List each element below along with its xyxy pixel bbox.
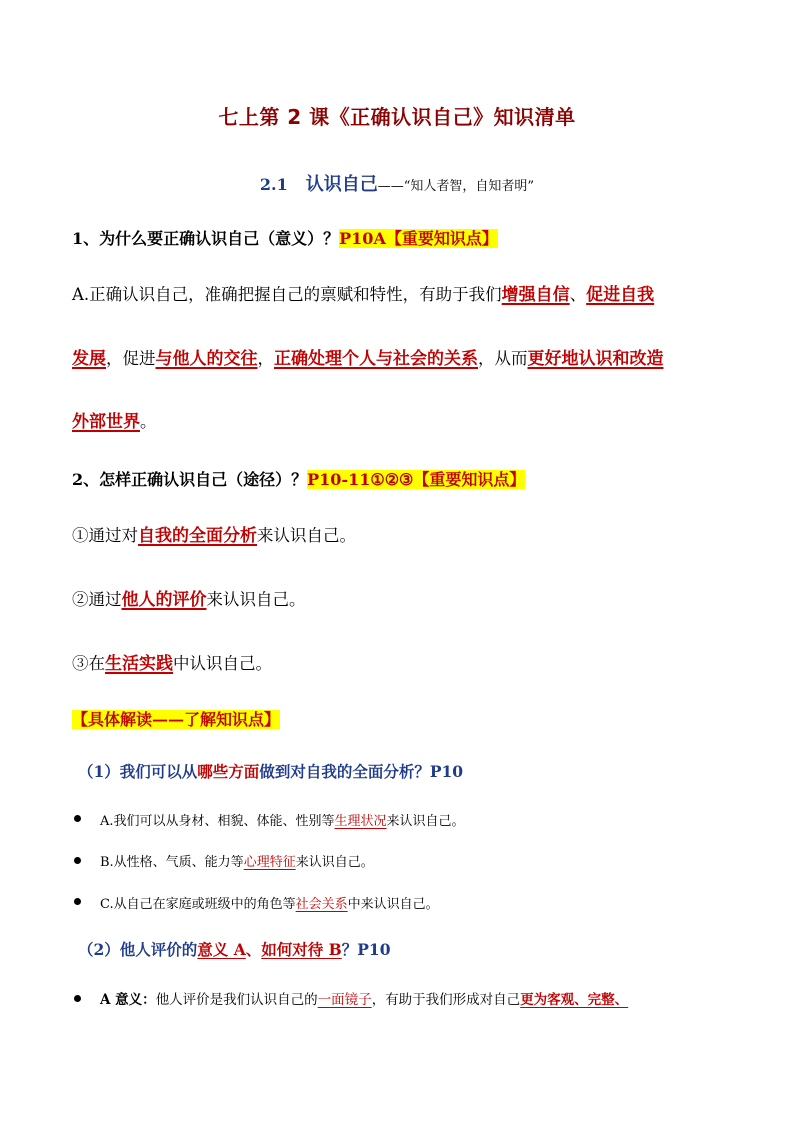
key-point: 社会关系	[295, 897, 348, 912]
item-text: 来认识自己。	[206, 590, 306, 609]
item-text: 中认识自己。	[173, 654, 272, 673]
bullet-dot	[74, 898, 81, 905]
sub-question-text: 做到对自我的全面分析？P10	[259, 762, 464, 781]
answer-2-item-2	[72, 585, 306, 610]
bullet-item-meaning	[100, 988, 628, 1008]
key-point: 自我的全面分析	[138, 526, 257, 546]
bullet-text: 他人评价是我们认识自己的	[155, 992, 318, 1008]
section-number: 2.1	[259, 175, 288, 194]
sub-question-text: ？P10	[341, 940, 391, 959]
section-title: 认识自己	[305, 174, 378, 195]
key-point: 生活实践	[105, 654, 173, 674]
bullet-text: 来认识自己。	[386, 814, 465, 829]
key-point: 与他人的交往	[155, 349, 258, 369]
answer-1-end: 。	[140, 412, 157, 431]
bullet-dot	[74, 995, 81, 1002]
bullet-label: A 意义：	[100, 992, 156, 1008]
answer-1-line-3	[72, 407, 157, 432]
separator: 、	[245, 940, 262, 959]
sub-question-2	[78, 938, 390, 960]
bullet-item-2	[100, 851, 374, 870]
document-title: 七上第 2 课《正确认识自己》知识清单	[218, 105, 576, 129]
question-2-tag: P10-11①②③【重要知识点】	[307, 470, 526, 489]
bullet-text: ，有助于我们形成对自己	[371, 992, 521, 1008]
answer-2-item-1	[72, 521, 356, 546]
bullet-text: B.从性格、气质、能力等	[100, 855, 244, 870]
key-point: 他人的评价	[121, 590, 207, 610]
sub-question-highlight: 如何对待 B	[261, 940, 342, 959]
bullet-text: A.我们可以从身材、相貌、体能、性别等	[100, 814, 335, 829]
section-heading	[0, 170, 794, 196]
bullet-dot	[74, 815, 81, 822]
item-text: 来认识自己。	[257, 526, 356, 545]
answer-2-item-3	[72, 649, 272, 674]
sub-question-text: （2）他人评价的	[78, 940, 198, 959]
question-2-text: 2、怎样正确认识自己（途径）？	[72, 470, 308, 489]
bullet-item-1	[100, 810, 465, 829]
question-1-tag: P10A【重要知识点】	[339, 229, 498, 248]
key-point: 发展	[72, 349, 106, 369]
key-point: 一面镜子	[317, 992, 372, 1008]
key-point: 外部世界	[72, 412, 140, 432]
section-quote: “知人者智，自知者明”	[403, 179, 535, 194]
sub-question-highlight: 哪些方面	[197, 762, 260, 781]
bullet-item-3	[100, 893, 439, 912]
sub-question-highlight: 意义 A	[197, 940, 246, 959]
bullet-text: 来认识自己。	[295, 855, 374, 870]
question-1-text: 1、为什么要正确认识自己（意义）？	[72, 229, 340, 248]
sub-question-text: （1）我们可以从	[78, 762, 198, 781]
item-text: ②通过	[72, 590, 122, 609]
key-point: 更为客观、完整、	[520, 992, 629, 1008]
key-point: 心理特征	[243, 855, 296, 870]
answer-1-text: ，从而	[478, 349, 528, 368]
detail-tag-label: 【具体解读——了解知识点】	[72, 710, 281, 729]
answer-1-line-1	[72, 280, 654, 305]
item-text: ①通过对	[72, 526, 138, 545]
key-point: 增强自信	[501, 285, 570, 305]
bullet-text: 中来认识自己。	[347, 897, 439, 912]
answer-1-text: ，促进	[106, 349, 156, 368]
item-text: ③在	[72, 654, 105, 673]
question-2	[72, 467, 525, 490]
answer-1-text: A.正确认识自己，准确把握自己的禀赋和特性，有助于我们	[72, 285, 502, 304]
answer-1-text: ，	[257, 349, 274, 368]
separator: 、	[569, 285, 587, 304]
question-1	[72, 226, 498, 249]
key-point: 正确处理个人与社会的关系	[274, 349, 478, 369]
detail-tag	[72, 707, 280, 730]
key-point: 促进自我	[586, 285, 655, 305]
key-point: 生理状况	[334, 814, 387, 829]
section-dash: ——	[377, 179, 404, 194]
key-point: 更好地认识和改造	[527, 349, 664, 369]
sub-question-1	[78, 760, 463, 782]
bullet-dot	[74, 857, 81, 864]
answer-1-line-2	[72, 344, 664, 369]
bullet-text: C.从自己在家庭或班级中的角色等	[100, 897, 296, 912]
